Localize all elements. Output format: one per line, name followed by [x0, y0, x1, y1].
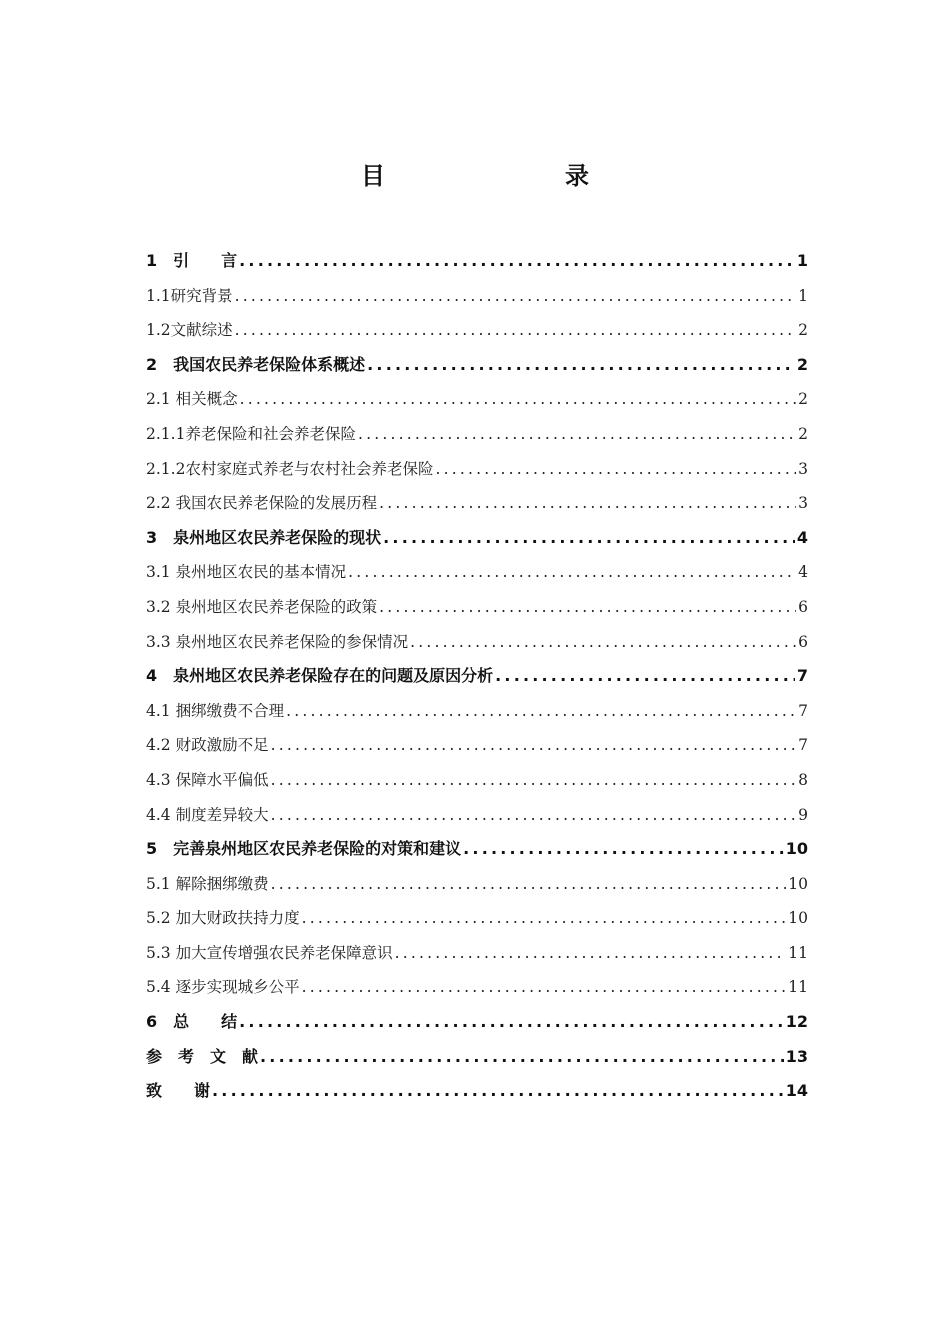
toc-entry[interactable] — [146, 832, 808, 867]
toc-entry-page-number: 6 — [798, 632, 808, 651]
toc-entry-label: 5.1 解除捆绑缴费 — [146, 874, 269, 893]
dot-leader — [348, 555, 796, 590]
toc-entry-label: 5.3 加大宣传增强农民养老保障意识 — [146, 943, 393, 962]
toc-entry-page-number: 9 — [798, 805, 808, 824]
dot-leader — [302, 970, 787, 1005]
dot-leader — [367, 348, 795, 383]
toc-entry-page-number: 3 — [798, 459, 808, 478]
toc-entry-page-number: 8 — [798, 770, 808, 789]
toc-entry-label: 4.4 制度差异较大 — [146, 805, 269, 824]
toc-entry-label: 6 总 结 — [146, 1012, 238, 1032]
toc-entry[interactable] — [146, 1074, 808, 1109]
dot-leader — [286, 694, 796, 729]
toc-entry[interactable] — [146, 417, 808, 452]
toc-entry-page-number: 14 — [785, 1081, 808, 1101]
dot-leader — [235, 279, 796, 314]
toc-entry[interactable] — [146, 763, 808, 798]
toc-entry-label: 5.4 逐步实现城乡公平 — [146, 978, 300, 997]
dot-leader — [271, 867, 787, 902]
toc-entry-page-number: 10 — [788, 909, 808, 928]
toc-title: 目 录 — [361, 162, 633, 190]
toc-entry[interactable] — [146, 1005, 808, 1040]
toc-entry-label: 5.2 加大财政扶持力度 — [146, 909, 300, 928]
toc-entry-label: 4.2 财政激励不足 — [146, 736, 269, 755]
toc-entry[interactable] — [146, 452, 808, 487]
toc-entry-label: 2.1.1养老保险和社会养老保险 — [146, 424, 356, 443]
toc-entry-label: 3.1 泉州地区农民的基本情况 — [146, 563, 347, 582]
dot-leader — [302, 901, 787, 936]
toc-entry[interactable] — [146, 313, 808, 348]
toc-entry-page-number: 1 — [798, 286, 808, 305]
dot-leader — [240, 382, 797, 417]
toc-entry-page-number: 11 — [788, 943, 808, 962]
toc-entry-page-number: 4 — [796, 527, 808, 547]
dot-leader — [358, 417, 796, 452]
toc-entry-label: 致 谢 — [146, 1081, 211, 1101]
toc-entry-label: 3 泉州地区农民养老保险的现状 — [146, 527, 382, 547]
toc-entry-label: 2.2 我国农民养老保险的发展历程 — [146, 494, 378, 513]
toc-entry-label: 3.2 泉州地区农民养老保险的政策 — [146, 597, 378, 616]
toc-entry-label: 1 引 言 — [146, 251, 238, 270]
toc-entry-label: 4 泉州地区农民养老保险存在的问题及原因分析 — [146, 666, 494, 686]
toc-entry-page-number: 3 — [798, 494, 808, 513]
toc-entry[interactable] — [146, 728, 808, 763]
toc-entry-page-number: 2 — [798, 321, 808, 340]
table-of-contents — [146, 244, 808, 1109]
toc-entry[interactable] — [146, 244, 808, 279]
toc-entry-page-number: 10 — [785, 839, 808, 859]
toc-entry[interactable] — [146, 486, 808, 521]
toc-entry-label: 4.3 保障水平偏低 — [146, 770, 269, 789]
toc-entry-label: 参 考 文 献 — [146, 1046, 259, 1066]
dot-leader — [260, 1040, 784, 1075]
toc-entry-page-number: 7 — [798, 701, 808, 720]
toc-entry[interactable] — [146, 867, 808, 902]
toc-entry[interactable] — [146, 521, 808, 556]
toc-entry-label: 3.3 泉州地区农民养老保险的参保情况 — [146, 632, 409, 651]
toc-entry[interactable] — [146, 590, 808, 625]
toc-entry-page-number: 13 — [785, 1046, 808, 1066]
toc-entry[interactable] — [146, 901, 808, 936]
toc-entry-page-number: 12 — [785, 1012, 808, 1032]
toc-entry[interactable] — [146, 659, 808, 694]
toc-entry-label: 2 我国农民养老保险体系概述 — [146, 354, 366, 374]
toc-entry[interactable] — [146, 1040, 808, 1075]
dot-leader — [212, 1074, 784, 1109]
toc-entry-label: 5 完善泉州地区农民养老保险的对策和建议 — [146, 839, 462, 859]
dot-leader — [410, 625, 796, 660]
toc-entry-page-number: 7 — [796, 666, 808, 686]
dot-leader — [271, 728, 797, 763]
toc-entry[interactable] — [146, 970, 808, 1005]
dot-leader — [495, 659, 795, 694]
toc-entry-page-number: 1 — [796, 251, 808, 270]
toc-entry-page-number: 6 — [798, 597, 808, 616]
toc-entry[interactable] — [146, 694, 808, 729]
toc-entry[interactable] — [146, 555, 808, 590]
dot-leader — [395, 936, 787, 971]
toc-entry[interactable] — [146, 625, 808, 660]
dot-leader — [239, 1005, 784, 1040]
toc-entry[interactable] — [146, 348, 808, 383]
dot-leader — [379, 590, 796, 625]
toc-entry-page-number: 7 — [798, 736, 808, 755]
dot-leader — [383, 521, 795, 556]
toc-entry-page-number: 4 — [798, 563, 808, 582]
toc-entry-page-number: 2 — [798, 424, 808, 443]
toc-entry[interactable] — [146, 798, 808, 833]
toc-entry-label: 2.1 相关概念 — [146, 390, 238, 409]
dot-leader — [239, 244, 795, 279]
dot-leader — [463, 832, 784, 867]
toc-entry[interactable] — [146, 936, 808, 971]
dot-leader — [235, 313, 796, 348]
dot-leader — [379, 486, 796, 521]
toc-entry-label: 2.1.2农村家庭式养老与农村社会养老保险 — [146, 459, 434, 478]
toc-entry-page-number: 2 — [798, 390, 808, 409]
toc-entry[interactable] — [146, 382, 808, 417]
dot-leader — [271, 798, 797, 833]
toc-entry-label: 4.1 捆绑缴费不合理 — [146, 701, 285, 720]
toc-entry-label: 1.2文献综述 — [146, 321, 233, 340]
toc-entry-label: 1.1研究背景 — [146, 286, 233, 305]
toc-entry[interactable] — [146, 279, 808, 314]
dot-leader — [271, 763, 797, 798]
dot-leader — [435, 452, 796, 487]
toc-entry-page-number: 11 — [788, 978, 808, 997]
toc-entry-page-number: 10 — [788, 874, 808, 893]
toc-entry-page-number: 2 — [796, 354, 808, 374]
